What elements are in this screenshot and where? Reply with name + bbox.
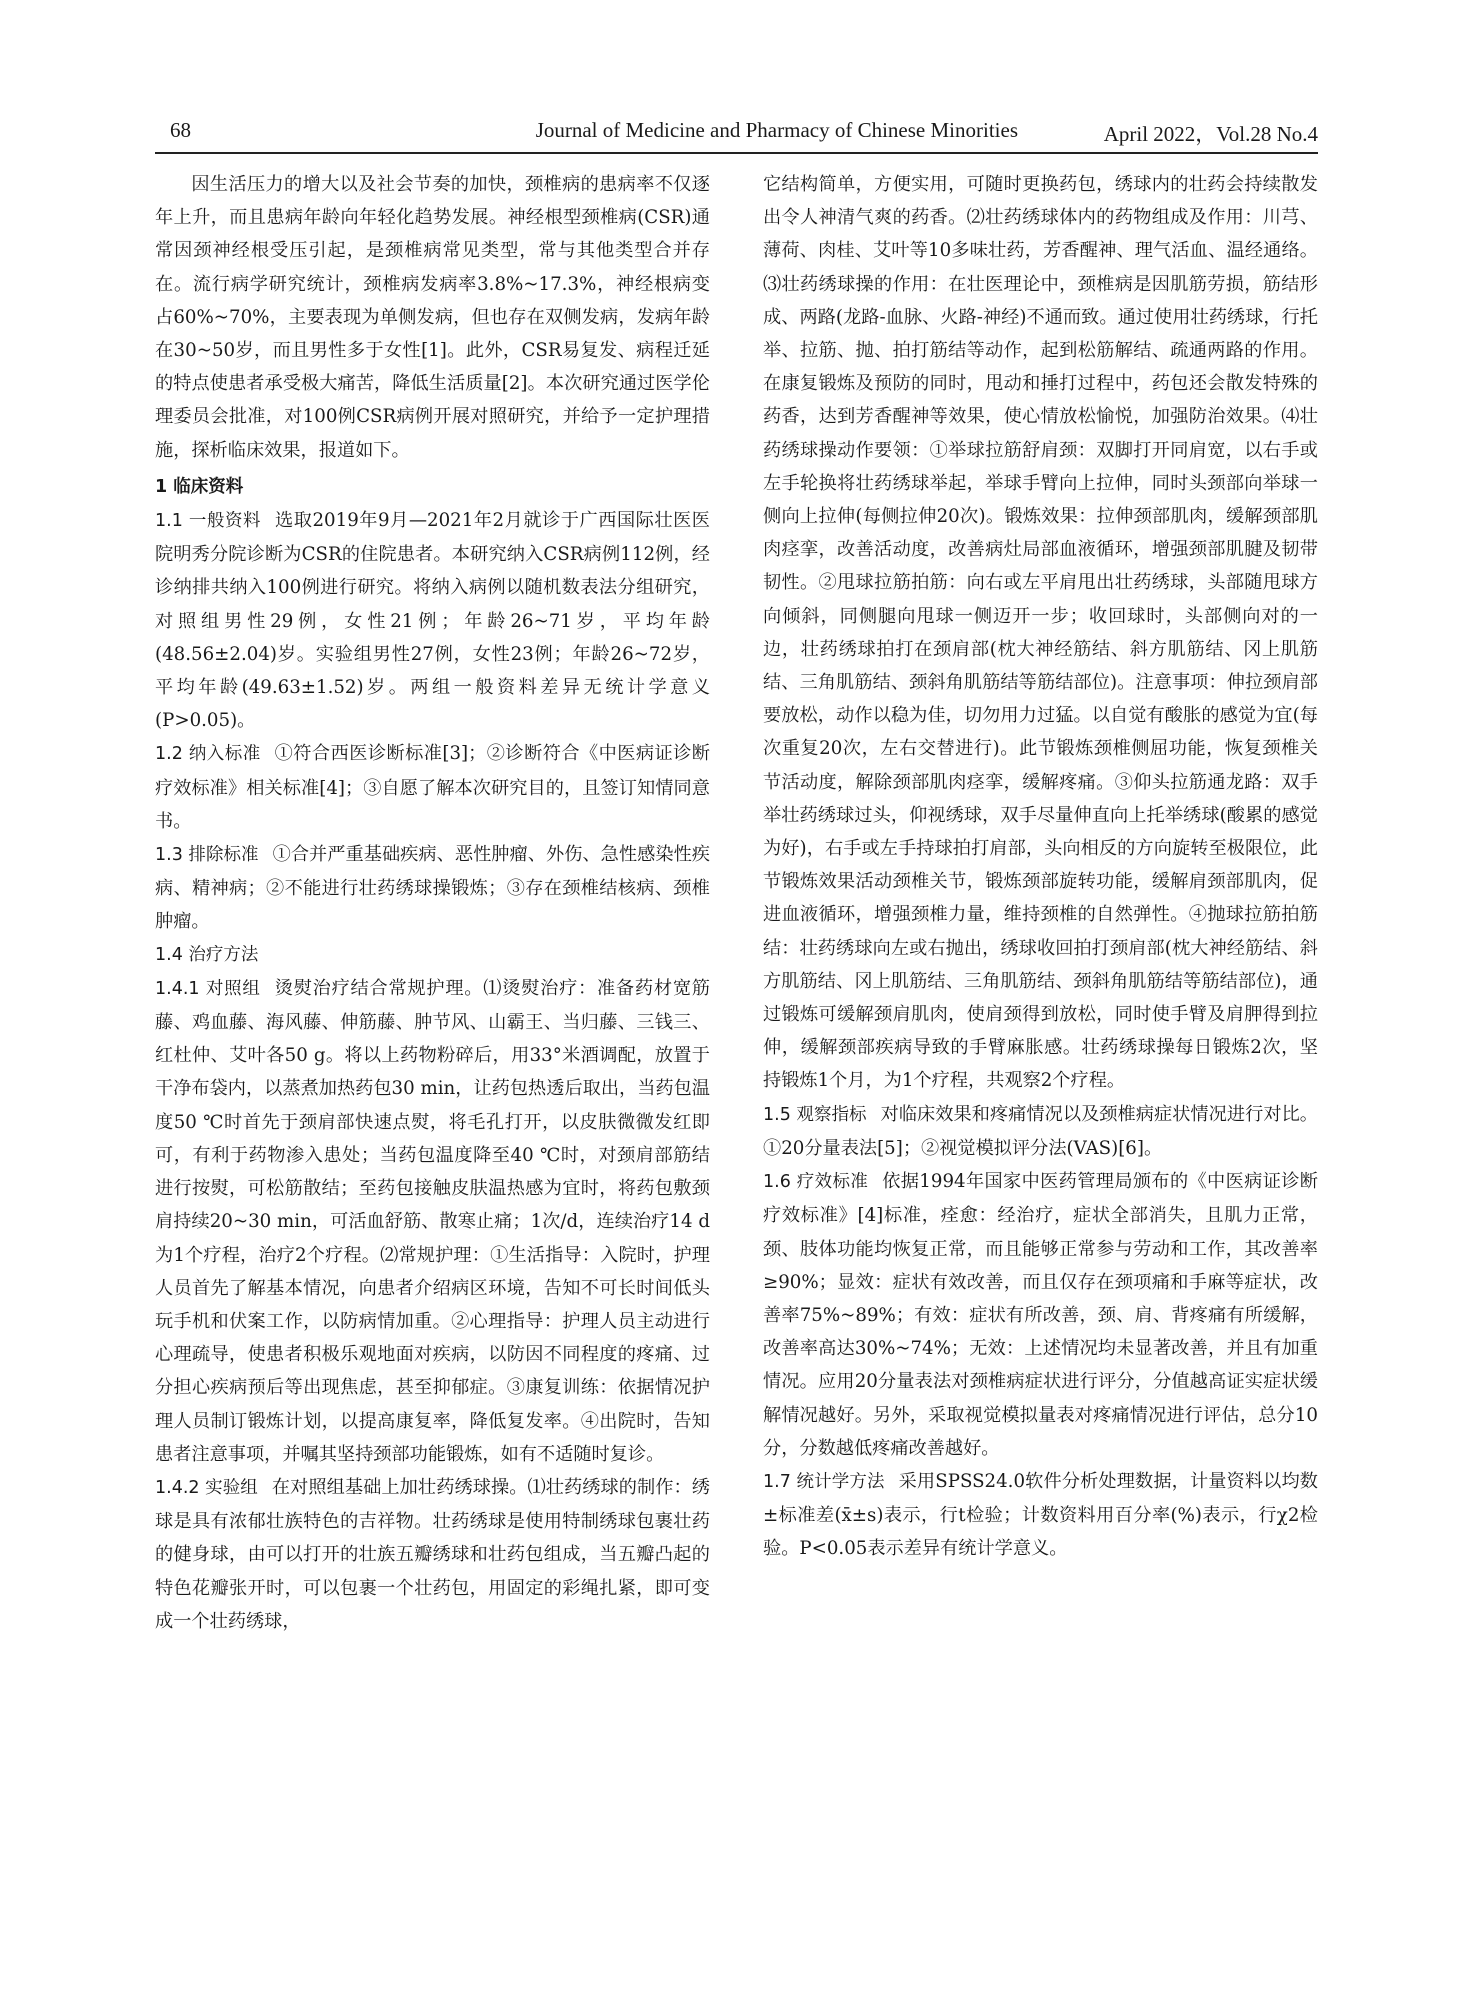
- left-column: [155, 168, 710, 1638]
- journal-title: Journal of Medicine and Pharmacy of Chinese Minorities: [535, 118, 1018, 142]
- section-1-6: [763, 1165, 1318, 1465]
- intro-paragraph: 因生活压力的增大以及社会节奏的加快，颈椎病的患病率不仅逐年上升，而且患病年龄向年轻化趋势发展。神经根型颈椎病(CSR)通常因颈神经根受压引起，是颈椎病常见类型，常与其他类型合并存在。流行病学研究统计，颈椎病发病率3.8%~17.3%，神经根病变占60%~70%，主要表现为单侧发病，但也存在双侧发病，发病年龄在30~50岁，而且男性多于女性[1]。此外，CSR易复发、病程迁延的特点使患者承受极大痛苦，降低生活质量[2]。本次研究通过医学伦理委员会批准，对100例CSR病例开展对照研究，并给予一定护理措施，探析临床效果，报道如下。: [155, 174, 710, 461]
- section-1-6-heading: 1.6 疗效标准: [763, 1172, 869, 1193]
- issue-info: April 2022，Vol.28 No.4: [1103, 122, 1318, 146]
- section-1-1-heading: 1.1 一般资料: [155, 511, 262, 532]
- section-1-4-1-heading: 1.4.1 对照组: [155, 978, 261, 999]
- section-1-2-heading: 1.2 纳入标准: [155, 744, 261, 765]
- section-1-7: [763, 1465, 1318, 1566]
- section-1-4-2-continued: 它结构简单，方便实用，可随时更换药包，绣球内的壮药会持续散发出令人神清气爽的药香。⑵壮药绣球体内的药物组成及作用：川芎、薄荷、肉桂、艾叶等10多味壮药，芳香醒神、理气活血、温经通络。⑶壮药绣球操的作用：在壮医理论中，颈椎病是因肌筋劳损，筋结形成、两路(龙路-血脉、火路-神经)不通而致。通过使用壮药绣球，行托举、拉筋、抛、拍打筋结等动作，起到松筋解结、疏通两路的作用。在康复锻炼及预防的同时，甩动和捶打过程中，药包还会散发特殊的药香，达到芳香醒神等效果，使心情放松愉悦，加强防治效果。⑷壮药绣球操动作要领：①举球拉筋舒肩颈：双脚打开同肩宽，以右手或左手轮换将壮药绣球举起，举球手臂向上拉伸，同时头颈部向举球一侧向上拉伸(每侧拉伸20次)。锻炼效果：拉伸颈部肌肉，缓解颈部肌肉痉挛，改善活动度，改善病灶局部血液循环，增强颈部肌腱及韧带韧性。②甩球拉筋拍筋：向右或左平肩甩出壮药绣球，头部随甩球方向倾斜，同侧腿向甩球一侧迈开一步；收回球时，头部侧向对的一边，壮药绣球拍打在颈肩部(枕大神经筋结、斜方肌筋结、冈上肌筋结、三角肌筋结、颈斜角肌筋结等筋结部位)。注意事项：伸拉颈肩部要放松，动作以稳为佳，切勿用力过猛。以自觉有酸胀的感觉为宜(每次重复20次，左右交替进行)。此节锻炼颈椎侧屈功能，恢复颈椎关节活动度，解除颈部肌肉痉挛，缓解疼痛。③仰头拉筋通龙路：双手举壮药绣球过头，仰视绣球，双手尽量伸直向上托举绣球(酸累的感觉为好)，右手或左手持球拍打肩部，头向相反的方向旋转至极限位，此节锻炼效果活动颈椎关节，锻炼颈部旋转功能，缓解肩颈部肌肉，促进血液循环，增强颈椎力量，维持颈椎的自然弹性。④抛球拉筋拍筋结：壮药绣球向左或右抛出，绣球收回拍打颈肩部(枕大神经筋结、斜方肌筋结、冈上肌筋结、三角肌筋结、颈斜角肌筋结等筋结部位)，通过锻炼可缓解颈肩肌肉，使肩颈得到放松，同时使手臂及肩胛得到拉伸，缓解颈部疾病导致的手臂麻胀感。壮药绣球操每日锻炼2次，坚持锻炼1个月，为1个疗程，共观察2个疗程。: [763, 174, 1318, 1092]
- section-1-2: [155, 737, 710, 838]
- section-1-4-heading: 1.4 治疗方法: [155, 944, 259, 965]
- section-1-7-heading: 1.7 统计学方法: [763, 1471, 885, 1492]
- section-1-4-1: [155, 972, 710, 1471]
- section-1-5-body: 对临床效果和疼痛情况以及颈椎病症状情况进行对比。①20分量表法[5]；②视觉模拟评分法(VAS)[6]。: [763, 1103, 1318, 1159]
- section-1-4-2: [155, 1471, 710, 1638]
- section-1-3: [155, 838, 710, 939]
- running-header: [155, 112, 1318, 154]
- section-1-1-body: 选取2019年9月—2021年2月就诊于广西国际壮医医院明秀分院诊断为CSR的住院患者。本研究纳入CSR病例112例，经诊纳排共纳入100例进行研究。将纳入病例以随机数表法分组研究，对照组男性29例，女性21例；年龄26~71岁，平均年龄(48.56±2.04)岁。实验组男性27例，女性23例；年龄26~72岁，平均年龄(49.63±1.52)岁。两组一般资料差异无统计学意义(P>0.05)。: [155, 510, 710, 732]
- section-1-5: [763, 1098, 1318, 1165]
- section-1-3-body: ①合并严重基础疾病、恶性肿瘤、外伤、急性感染性疾病、精神病；②不能进行壮药绣球操锻炼；③存在颈椎结核病、颈椎肿瘤。: [155, 844, 710, 933]
- section-1-heading: 1 临床资料: [155, 476, 244, 497]
- section-1-4-2-body: 在对照组基础上加壮药绣球操。⑴壮药绣球的制作：绣球是具有浓郁壮族特色的吉祥物。壮药绣球是使用特制绣球包裹壮药的健身球，由可以打开的壮族五瓣绣球和壮药包组成，当五瓣凸起的特色花瓣张开时，可以包裹一个壮药包，用固定的彩绳扎紧，即可变成一个壮药绣球，: [155, 1476, 710, 1632]
- section-1-4-1-body: 烫熨治疗结合常规护理。⑴烫熨治疗：准备药材宽筋藤、鸡血藤、海风藤、伸筋藤、肿节风、山霸王、当归藤、三钱三、红杜仲、艾叶各50 g。将以上药物粉碎后，用33°米酒调配，放置于干净布袋内，以蒸煮加热药包30 min，让药包热透后取出，当药包温度50 ℃时首先于颈肩部快速点熨，将毛孔打开，以皮肤微微发红即可，有利于药物渗入患处；当药包温度降至40 ℃时，对颈肩部筋结进行按熨，可松筋散结；至药包接触皮肤温热感为宜时，将药包敷颈肩持续20~30 min，可活血舒筋、散寒止痛；1次/d，连续治疗14 d为1个疗程，治疗2个疗程。⑵常规护理：①生活指导：入院时，护理人员首先了解基本情况，向患者介绍病区环境，告知不可长时间低头玩手机和伏案工作，以防病情加重。②心理指导：护理人员主动进行心理疏导，使患者积极乐观地面对疾病，以防因不同程度的疼痛、过分担心疾病预后等出现焦虑，甚至抑郁症。③康复训练：依据情况护理人员制订锻炼计划，以提高康复率，降低复发率。④出院时，告知患者注意事项，并嘱其坚持颈部功能锻炼，如有不适随时复诊。: [155, 977, 710, 1465]
- section-1-6-body: 依据1994年国家中医药管理局颁布的《中医病证诊断疗效标准》[4]标准，痊愈：经治疗，症状全部消失，且肌力正常，颈、肢体功能均恢复正常，而且能够正常参与劳动和工作，其改善率≥90%；显效：症状有效改善，而且仅存在颈项痛和手麻等症状，改善率75%~89%；有效：症状有所改善，颈、肩、背疼痛有所缓解，改善率高达30%~74%；无效：上述情况均未显著改善，并且有加重情况。应用20分量表法对颈椎病症状进行评分，分值越高证实症状缓解情况越好。另外，采取视觉模拟量表对疼痛情况进行评估，总分10分，分数越低疼痛改善越好。: [763, 1171, 1318, 1459]
- section-1-4-2-heading: 1.4.2 实验组: [155, 1477, 258, 1498]
- section-1-1: [155, 504, 710, 737]
- section-1-3-heading: 1.3 排除标准: [155, 845, 259, 866]
- page-number: 68: [170, 118, 191, 142]
- section-1-7-body: 采用SPSS24.0软件分析处理数据，计量资料以均数±标准差(x̄±s)表示，行t检验；计数资料用百分率(%)表示，行χ2检验。P<0.05表示差异有统计学意义。: [763, 1470, 1318, 1560]
- section-1-2-body: ①符合西医诊断标准[3]；②诊断符合《中医病证诊断疗效标准》相关标准[4]；③自愿了解本次研究目的，且签订知情同意书。: [155, 743, 710, 832]
- section-1-5-heading: 1.5 观察指标: [763, 1104, 867, 1125]
- right-column: [763, 168, 1318, 1566]
